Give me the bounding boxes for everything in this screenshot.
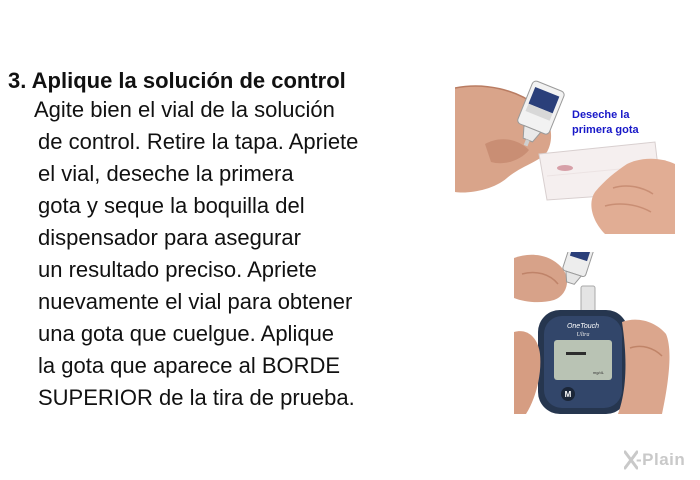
instruction-line: la gota que aparece al BORDE [38,353,341,378]
step-instructions [34,94,359,414]
meter-and-strip-illustration [514,252,670,414]
apply-drop-to-strip-photo [514,252,670,414]
instruction-line: nuevamente el vial para obtener [38,289,353,314]
instruction-line: un resultado preciso. Apriete [38,257,317,282]
step-title: 3. Aplique la solución de control [8,68,346,93]
caption-line: primera gota [572,124,639,136]
meter-model-label: Ultra [576,332,590,338]
instruction-line: de control. Retire la tapa. Apriete [38,129,359,154]
instruction-line: una gota que cuelgue. Aplique [38,321,335,346]
instruction-line: el vial, deseche la primera [38,161,294,186]
instruction-line: gota y seque la boquilla del [38,193,305,218]
x-plain-logo-text [624,450,685,470]
meter-brand-label: OneTouch [566,323,600,330]
instruction-line: dispensador para asegurar [38,225,301,250]
discard-first-drop-caption [572,108,682,138]
vial-and-tissue-illustration [455,80,675,234]
meter-button-label: M [564,390,572,399]
instruction-line: Agite bien el vial de la solución [34,97,335,122]
caption-line: Deseche la [572,109,630,121]
instruction-line: SUPERIOR de la tira de prueba. [38,385,355,410]
logo-text: -Plain [636,450,686,469]
meter-unit-label: mg/dL [592,370,604,375]
discard-first-drop-photo [455,80,675,234]
